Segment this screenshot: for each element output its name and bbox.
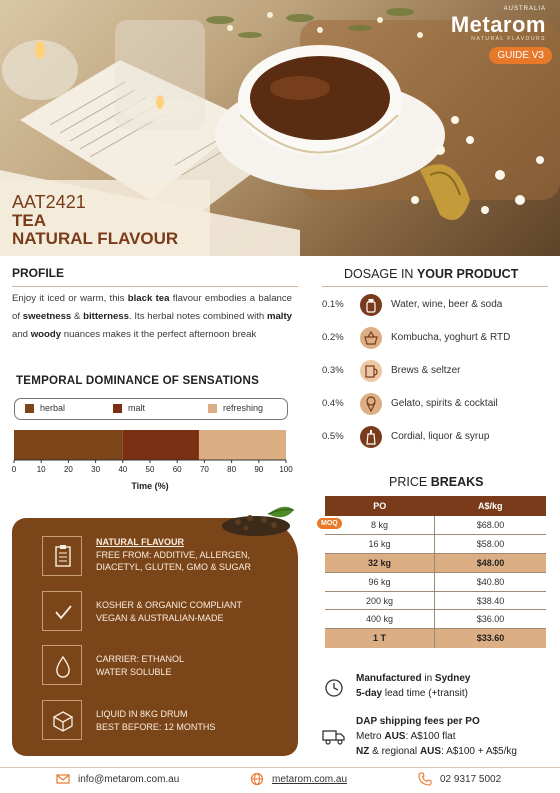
table-row [325,572,546,591]
profile-bold-woody: woody [30,329,62,341]
x-tick-label: 60 [172,465,182,474]
price-heading-bold: BREAKS [430,475,484,489]
natural-flavour-title: NATURAL FLAVOUR [96,537,184,547]
metarom-logo [450,6,546,42]
x-tick-label: 50 [145,465,155,474]
profile-description [12,290,292,345]
shipping-bold: AUS [384,731,406,742]
shipping-text: Metro [356,731,385,742]
guide-badge: GUIDE V3 [489,47,552,64]
column-header-po: PO [325,496,435,516]
cell-price: $40.80 [435,572,547,591]
dosage-heading-plain: DOSAGE IN [344,267,417,281]
legend-label-herbal: herbal [40,403,66,413]
tds-heading: TEMPORAL DOMINANCE OF SENSATIONS [16,374,260,387]
x-tick-label: 80 [227,465,237,474]
x-tick-label: 40 [118,465,128,474]
legend-swatch-herbal [25,404,34,413]
feature-line: WATER SOLUBLE [96,666,172,677]
table-row [325,591,546,610]
x-tick-label: 20 [63,465,73,474]
dosage-heading [344,267,518,281]
cell-price: $38.40 [435,591,547,610]
column-header-price: A$/kg [435,496,547,516]
moq-badge: MOQ [317,518,342,529]
dosage-row [322,426,554,448]
legend-label-refreshing: refreshing [223,403,264,413]
profile-text-part: flavour embodies a balance of [12,293,292,323]
logo-region: AUSTRALIA [503,6,546,12]
basket-icon [360,327,382,349]
cell-po: 8 kg [325,516,435,535]
profile-text-part: Enjoy it iced or warm, this [12,293,128,304]
hero-image [0,0,560,256]
price-breaks-table [325,496,546,648]
manufactured-label: Manufactured [356,673,422,684]
x-tick-label: 70 [199,465,209,474]
price-heading-plain: PRICE [389,475,431,489]
manufactured-text: in [421,673,435,684]
logo-tagline: NATURAL FLAVOURS [471,36,546,42]
mug-icon [360,360,382,382]
profile-bold-malty: malty [266,311,292,323]
cell-price: $48.00 [435,554,547,573]
dosage-percent: 0.2% [322,332,344,343]
tds-legend [14,398,288,420]
clock-icon [324,678,344,698]
cell-price: $33.60 [435,629,547,648]
tea-leaves-image [218,500,298,540]
checkmark-icon [42,591,82,631]
dosage-percent: 0.3% [322,365,344,376]
x-tick-label: 0 [11,465,17,474]
profile-text-part: and [12,329,31,341]
globe-icon [250,772,264,786]
table-row [325,516,546,535]
legend-swatch-refreshing [208,404,217,413]
natural-flavour-panel [12,518,298,756]
feature-text-3 [96,653,286,678]
profile-text-part: & [71,311,84,323]
x-tick-label: 90 [254,465,264,474]
x-tick-label: 100 [279,465,293,474]
table-row [325,610,546,629]
cell-po: 96 kg [325,572,435,591]
lead-time-days: 5-day [356,688,383,699]
phone-icon [418,772,432,786]
feature-line: BEST BEFORE: 12 MONTHS [96,721,216,732]
dosage-row [322,327,554,349]
legend-swatch-malt [113,404,122,413]
profile-bold-sweetness: sweetness [22,311,72,323]
dosage-percent: 0.5% [322,431,344,442]
cell-po: 16 kg [325,535,435,554]
x-tick-label: 10 [36,465,46,474]
product-name-line1: TEA [12,210,46,230]
manufacturing-info [356,671,470,701]
x-tick-label: 30 [91,465,101,474]
table-row-highlighted [325,554,546,573]
cell-po: 32 kg [325,554,435,573]
feature-line: LIQUID IN 8KG DRUM [96,709,188,719]
dosage-label: Gelato, spirits & cocktail [391,398,498,409]
dosage-row [322,393,554,415]
legend-label-malt: malt [128,403,146,413]
feature-text-2 [96,599,286,624]
cell-price: $68.00 [435,516,547,535]
profile-bold-bitterness: bitterness [83,311,129,323]
dosage-label: Brews & seltzer [391,365,461,376]
lead-time-text: lead time (+transit) [382,688,468,699]
legend-item-herbal [25,403,65,413]
table-row-highlighted [325,629,546,648]
profile-text-part: nuances makes it the perfect afternoon break [61,329,257,341]
syrup-bottle-icon [360,426,382,448]
clipboard-icon [42,536,82,576]
dosage-percent: 0.1% [322,299,344,310]
phone-number[interactable]: 02 9317 5002 [440,773,502,785]
dosage-divider [322,286,548,287]
tds-chart [0,424,300,494]
dosage-label: Kombucha, yoghurt & RTD [391,332,511,343]
dosage-row [322,360,554,382]
cell-po: 400 kg [325,610,435,629]
table-row [325,535,546,554]
bar-segment-refreshing [199,430,286,460]
cell-price: $36.00 [435,610,547,629]
dosage-label: Cordial, liquor & syrup [391,431,490,442]
dosage-percent: 0.4% [322,398,344,409]
feature-line: CARRIER: ETHANOL [96,654,185,664]
profile-divider [12,286,298,287]
email-link[interactable]: info@metarom.com.au [78,773,180,785]
website-link[interactable]: metarom.com.au [272,773,348,785]
footer-divider [0,767,560,768]
table-header-row [325,496,546,516]
product-name-line2: NATURAL FLAVOUR [12,228,179,248]
legend-item-malt [113,403,145,413]
droplet-icon [42,645,82,685]
shipping-bold: AUS [419,746,442,757]
footer-phone[interactable] [418,772,501,786]
shipping-bold: NZ [356,746,370,757]
profile-bold-black-tea: black tea [127,293,170,304]
product-title [12,193,178,248]
box-icon [42,700,82,740]
price-breaks-heading [389,475,483,489]
feature-line: FREE FROM: ADDITIVE, ALLERGEN, [96,549,251,560]
shipping-text: : A$100 + A$5/kg [441,746,517,757]
product-code: AAT2421 [12,192,86,212]
footer-website[interactable] [250,772,347,786]
shipping-title: DAP shipping fees per PO [356,716,480,727]
feature-line: KOSHER & ORGANIC COMPLIANT [96,600,243,610]
logo-wordmark: Metarom [450,12,546,37]
shipping-info [356,714,517,759]
bar-segment-malt [123,430,199,460]
x-axis-label: Time (%) [131,481,169,491]
manufactured-city: Sydney [434,673,471,684]
feature-line: VEGAN & AUSTRALIAN-MADE [96,612,224,623]
bottle-icon [360,294,382,316]
feature-text-4 [96,708,286,733]
legend-item-refreshing [208,403,263,413]
mail-icon [56,772,70,786]
ice-cream-icon [360,393,382,415]
dosage-row [322,294,554,316]
dosage-label: Water, wine, beer & soda [391,299,503,310]
shipping-text: & regional [369,746,420,757]
footer-email[interactable] [56,772,179,786]
cell-po: 200 kg [325,591,435,610]
bar-segment-herbal [14,430,123,460]
profile-heading: PROFILE [12,266,65,280]
cell-po: 1 T [325,629,435,648]
truck-icon [322,728,346,746]
feature-text-1 [96,536,286,574]
feature-line: DIACETYL, GLUTEN, GMO & SUGAR [96,562,252,572]
cell-price: $58.00 [435,535,547,554]
profile-text-part: . Its herbal notes combined with [128,311,267,323]
dosage-heading-bold: YOUR PRODUCT [416,267,519,281]
shipping-text: : A$100 flat [405,731,456,742]
